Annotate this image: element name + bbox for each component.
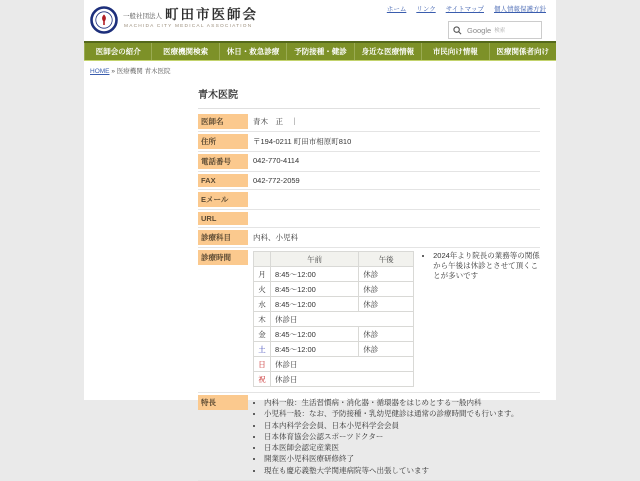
hours-header-am: 午前 bbox=[270, 252, 358, 267]
hours-row bbox=[198, 248, 540, 393]
hours-day-cell: 火 bbox=[254, 282, 271, 297]
hours-day-cell: 土 bbox=[254, 342, 271, 357]
site-title: 町田市医師会 bbox=[165, 7, 258, 22]
info-value: 〒194-0211 町田市相原町810 bbox=[253, 137, 352, 146]
feature-item: • 日本内科学会会員、日本小児科学会会員 bbox=[264, 420, 540, 431]
hours-header-row bbox=[254, 252, 414, 267]
hours-pm-cell: 休診 bbox=[359, 267, 414, 282]
utility-link[interactable]: 個人情報保護方針 bbox=[494, 6, 546, 13]
features-content bbox=[248, 394, 540, 479]
info-value: 青木 正 ｜ bbox=[253, 117, 298, 126]
nav-item[interactable]: 医師会の紹介 bbox=[84, 43, 151, 60]
search-icon bbox=[453, 26, 462, 35]
hours-am-cell: 8:45～12:00 bbox=[270, 282, 358, 297]
hours-am-cell: 休診日 bbox=[270, 312, 413, 327]
info-row bbox=[198, 210, 540, 228]
hours-table-row bbox=[254, 372, 414, 387]
hours-table-body bbox=[254, 267, 414, 387]
feature-item: • 現在も慶応義塾大学関連病院等へ出張しています bbox=[264, 465, 540, 476]
utility-link[interactable]: サイトマップ bbox=[445, 6, 484, 13]
hours-table-row bbox=[254, 267, 414, 282]
hours-header-pm: 午後 bbox=[359, 252, 414, 267]
info-value: 042-770-4114 bbox=[253, 156, 300, 165]
hours-table-row bbox=[254, 282, 414, 297]
features-label: 特長 bbox=[198, 395, 248, 410]
breadcrumb bbox=[84, 61, 556, 79]
info-label: 住所 bbox=[198, 134, 248, 149]
breadcrumb-home-link[interactable]: HOME bbox=[90, 68, 110, 75]
hours-pm-cell: 休診 bbox=[359, 342, 414, 357]
info-label: 電話番号 bbox=[198, 154, 248, 169]
site-container bbox=[84, 0, 556, 475]
page-title: 青木医院 bbox=[198, 86, 540, 109]
main-nav bbox=[84, 41, 556, 61]
hours-table-row bbox=[254, 327, 414, 342]
search-brand-label: Google bbox=[467, 25, 492, 35]
hours-day-cell: 木 bbox=[254, 312, 271, 327]
clinic-info-table bbox=[198, 112, 540, 481]
nav-item[interactable]: 市民向け情報 bbox=[421, 43, 488, 60]
info-label: Eメール bbox=[198, 192, 248, 207]
nav-item[interactable]: 身近な医療情報 bbox=[354, 43, 421, 60]
info-value: 042-772-2059 bbox=[253, 176, 300, 185]
hours-day-cell: 金 bbox=[254, 327, 271, 342]
info-value: 内科、小児科 bbox=[253, 233, 298, 242]
feature-item: • 小児科一般：なお、予防接種・乳幼児健診は通常の診療時間でも行います。 bbox=[264, 408, 540, 419]
hours-pm-cell: 休診 bbox=[359, 327, 414, 342]
hours-am-cell: 8:45～12:00 bbox=[270, 267, 358, 282]
features-row bbox=[198, 393, 540, 481]
hours-label: 診療時間 bbox=[198, 250, 248, 265]
hours-table-row bbox=[254, 297, 414, 312]
feature-item: • 開業医小児科医療研修終了 bbox=[264, 453, 540, 464]
main-content bbox=[198, 86, 556, 481]
nav-item[interactable]: 医療関係者向け bbox=[489, 43, 556, 60]
hours-table-row bbox=[254, 357, 414, 372]
hours-day-cell: 祝 bbox=[254, 372, 271, 387]
feature-item: • 内科一般：生活習慣病・消化器・循環器をはじめとする一般内科 bbox=[264, 397, 540, 408]
hours-header-day bbox=[254, 252, 271, 267]
google-search-box[interactable] bbox=[448, 21, 542, 39]
hours-table-row bbox=[254, 342, 414, 357]
info-value bbox=[248, 211, 540, 221]
info-row bbox=[198, 112, 540, 132]
search-keyword-label: 検索 bbox=[494, 28, 506, 34]
info-label: 医師名 bbox=[198, 114, 248, 129]
hours-table bbox=[253, 251, 414, 387]
brand-text bbox=[123, 6, 258, 29]
clinic-info-rows bbox=[198, 112, 540, 248]
hours-day-cell: 日 bbox=[254, 357, 271, 372]
hours-am-cell: 8:45～12:00 bbox=[270, 342, 358, 357]
org-type: 一般社団法人 bbox=[123, 12, 162, 20]
info-row bbox=[198, 132, 540, 152]
nav-item[interactable]: 医療機関検索 bbox=[151, 43, 218, 60]
hours-am-cell: 休診日 bbox=[270, 372, 413, 387]
association-logo-icon bbox=[90, 6, 118, 34]
breadcrumb-separator: » bbox=[111, 68, 115, 75]
hours-day-cell: 水 bbox=[254, 297, 271, 312]
site-subtitle: MACHIDA CITY MEDICAL ASSOCIATION bbox=[124, 23, 253, 29]
info-label: FAX bbox=[198, 174, 248, 187]
info-label: URL bbox=[198, 212, 248, 225]
hours-am-cell: 8:45～12:00 bbox=[270, 327, 358, 342]
feature-item: • 日本医師会認定産業医 bbox=[264, 442, 540, 453]
utility-link[interactable]: ホーム bbox=[386, 6, 407, 13]
info-label: 診療科目 bbox=[198, 230, 248, 245]
nav-item[interactable]: 予防接種・健診 bbox=[286, 43, 353, 60]
breadcrumb-current: 医療機関 青木医院 bbox=[116, 68, 171, 75]
info-row bbox=[198, 228, 540, 248]
hours-table-row bbox=[254, 312, 414, 327]
nav-item[interactable]: 休日・救急診療 bbox=[219, 43, 286, 60]
hours-pm-cell: 休診 bbox=[359, 282, 414, 297]
info-value bbox=[248, 191, 540, 201]
hours-am-cell: 休診日 bbox=[270, 357, 413, 372]
hours-content bbox=[248, 249, 540, 391]
hours-note-text: • 2024年より院長の業務等の関係から午後は休診とさせて頂くことが多いです bbox=[433, 251, 540, 281]
features-list bbox=[253, 397, 540, 476]
hours-am-cell: 8:45～12:00 bbox=[270, 297, 358, 312]
utility-link[interactable]: リンク bbox=[416, 6, 436, 13]
info-row bbox=[198, 172, 540, 190]
utility-links bbox=[387, 4, 546, 13]
feature-item: • 日本体育協会公認スポーツドクター bbox=[264, 431, 540, 442]
hours-note bbox=[422, 251, 540, 387]
hours-pm-cell: 休診 bbox=[359, 297, 414, 312]
site-header bbox=[84, 0, 556, 41]
info-row bbox=[198, 190, 540, 210]
info-row bbox=[198, 152, 540, 172]
hours-day-cell: 月 bbox=[254, 267, 271, 282]
